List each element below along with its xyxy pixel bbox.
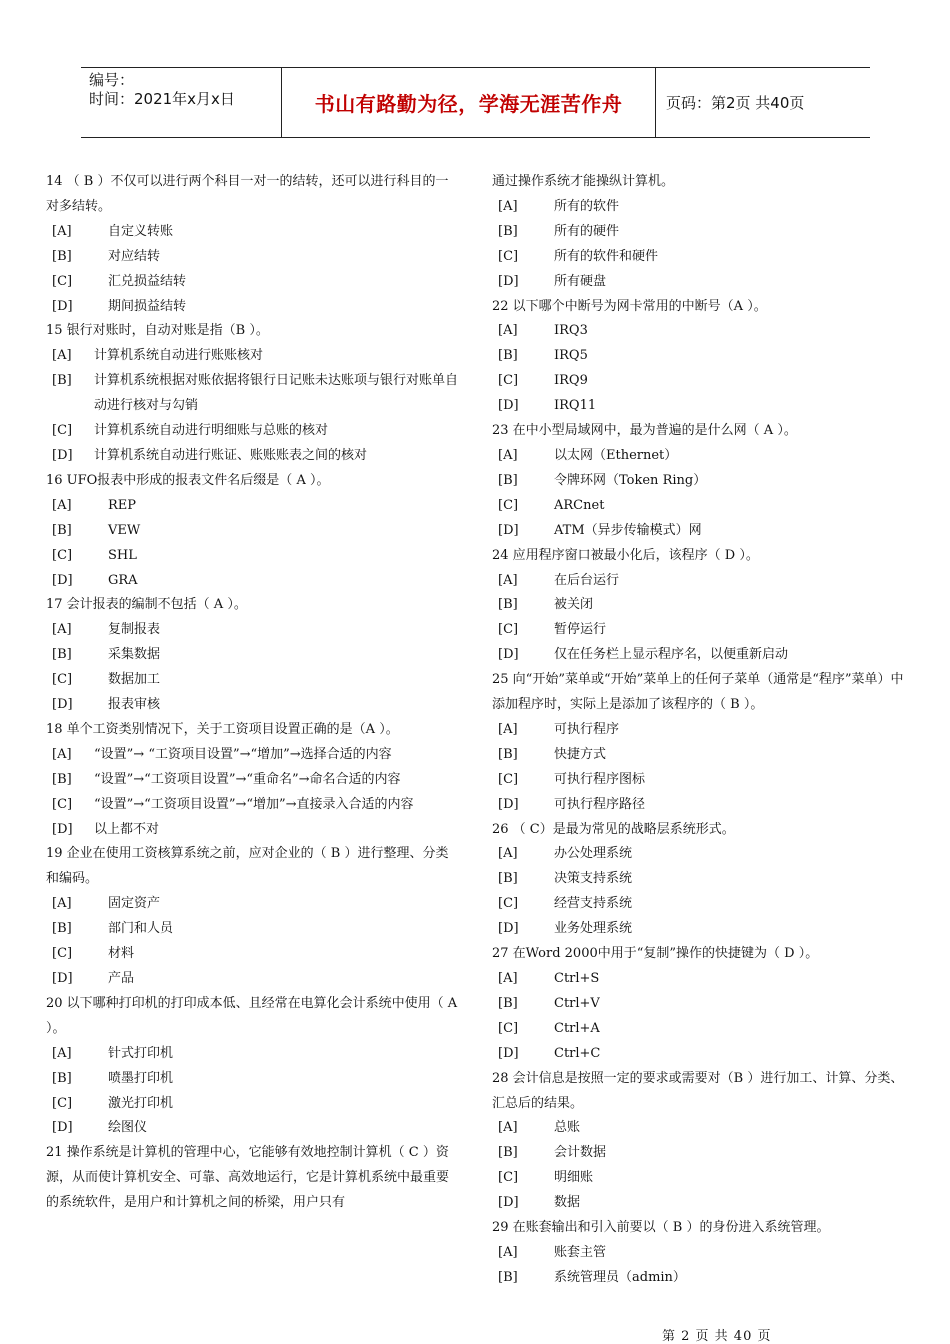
option-text: 以上都不对 <box>94 821 160 837</box>
question-block <box>46 1141 458 1216</box>
option-letter: [B] <box>52 647 72 663</box>
option-text: IRQ3 <box>554 323 588 339</box>
answer-option <box>492 344 912 369</box>
option-letter: [B] <box>498 1145 518 1161</box>
option-text: 计算机系统自动进行账证、账账账表之间的核对 <box>94 447 368 463</box>
question-block <box>492 419 912 544</box>
option-text: 业务处理系统 <box>554 921 633 937</box>
option-text: 以太网（Ethernet） <box>554 447 678 463</box>
option-letter: [A] <box>498 971 518 986</box>
option-text: 系统管理员（admin） <box>554 1269 686 1285</box>
answer-option <box>46 544 458 569</box>
option-letter: [C] <box>52 1095 73 1111</box>
left-column <box>46 170 458 1216</box>
answer-option <box>46 245 458 270</box>
option-text: 绘图仪 <box>108 1120 148 1136</box>
question-text: 20 以下哪种打印机的打印成本低、且经常在电算化会计系统中使用（ A ）。 <box>46 995 458 1036</box>
question-block <box>492 1067 912 1216</box>
option-letter: [A] <box>498 1120 518 1136</box>
option-text: 计算机系统根据对账依据将银行日记账未达账项与银行对账单自动进行核对与勾销 <box>94 373 459 414</box>
question-text: 18 单个工资类别情况下，关于工资项目设置正确的是（A ）。 <box>46 721 399 737</box>
option-text: REP <box>108 497 137 513</box>
option-letter: [C] <box>498 248 519 264</box>
option-letter: [D] <box>498 796 519 812</box>
question-block <box>46 469 458 594</box>
option-letter: [D] <box>498 398 519 414</box>
answer-option <box>492 718 912 743</box>
question-block <box>46 718 458 843</box>
option-letter: [D] <box>498 273 519 289</box>
option-letter: [B] <box>498 746 518 762</box>
answer-option <box>46 892 458 917</box>
answer-option <box>492 917 912 942</box>
answer-option <box>492 319 912 344</box>
option-text: 复制报表 <box>108 622 161 638</box>
answer-option <box>46 1116 458 1141</box>
option-letter: [A] <box>498 721 518 737</box>
option-text: ARCnet <box>554 497 605 513</box>
option-text: 计算机系统自动进行明细账与总账的核对 <box>94 423 329 439</box>
option-letter: [A] <box>52 896 72 912</box>
answer-option <box>492 992 912 1017</box>
option-letter: [D] <box>52 697 73 713</box>
answer-option <box>492 519 912 544</box>
option-letter: [A] <box>52 1045 72 1061</box>
option-letter: [D] <box>52 447 73 463</box>
option-letter: [D] <box>498 1195 519 1211</box>
option-text: 可执行程序图标 <box>554 771 646 787</box>
question-text: 15 银行对账时，自动对账是指（B ）。 <box>46 323 269 339</box>
question-text: 27 在Word 2000中用于“复制”操作的快捷键为（ D ）。 <box>492 946 819 962</box>
option-letter: [D] <box>498 522 519 538</box>
question-block <box>46 170 458 319</box>
question-text: 通过操作系统才能操纵计算机。 <box>492 174 675 189</box>
option-letter: [D] <box>52 298 73 314</box>
option-text: 仅在任务栏上显示程序名，以便重新启动 <box>554 647 789 663</box>
answer-option <box>492 444 912 469</box>
option-letter: [B] <box>498 472 518 488</box>
option-text: 喷墨打印机 <box>108 1070 174 1086</box>
option-letter: [A] <box>498 1244 518 1260</box>
question-block <box>492 942 912 1067</box>
option-letter: [C] <box>498 497 519 513</box>
answer-option <box>492 245 912 270</box>
option-letter: [D] <box>498 647 519 663</box>
answer-option <box>492 1241 912 1266</box>
option-letter: [C] <box>498 373 519 389</box>
question-text: 16 UFO报表中形成的报表文件名后缀是（ A ）。 <box>46 472 330 488</box>
answer-option <box>46 917 458 942</box>
option-letter: [C] <box>52 946 73 962</box>
option-text: 总账 <box>554 1120 581 1136</box>
answer-option <box>492 469 912 494</box>
option-text: 所有硬盘 <box>554 273 607 289</box>
answer-option <box>492 394 912 419</box>
answer-option <box>46 743 458 768</box>
option-letter: [D] <box>498 921 519 937</box>
option-text: Ctrl+C <box>554 1045 601 1061</box>
answer-option <box>492 1166 912 1191</box>
option-text: 激光打印机 <box>108 1095 174 1111</box>
answer-option <box>492 1017 912 1042</box>
header-page-info: 页码：第2页 共40页 <box>666 94 805 112</box>
option-text: 可执行程序路径 <box>554 796 646 812</box>
page-header <box>81 67 870 138</box>
answer-option <box>46 444 458 469</box>
answer-option <box>492 1266 912 1291</box>
answer-option <box>46 220 458 245</box>
option-text: 快捷方式 <box>554 746 607 762</box>
option-letter: [C] <box>498 1020 519 1036</box>
answer-option <box>46 1092 458 1117</box>
option-text: Ctrl+S <box>554 971 600 986</box>
option-letter: [D] <box>52 572 73 588</box>
option-text: VEW <box>108 522 141 538</box>
question-text: 24 应用程序窗口被最小化后，该程序（ D ）。 <box>492 547 759 563</box>
question-text: 29 在账套输出和引入前要以（ B ）的身份进入系统管理。 <box>492 1220 830 1236</box>
question-block <box>492 295 912 420</box>
option-text: 所有的软件 <box>554 198 620 214</box>
question-text: 22 以下哪个中断号为网卡常用的中断号（A ）。 <box>492 298 767 314</box>
option-letter: [A] <box>498 846 518 862</box>
option-text: 部门和人员 <box>108 921 174 937</box>
answer-option <box>46 967 458 992</box>
answer-option <box>492 793 912 818</box>
question-text: 14 （ B ）不仅可以进行两个科目一对一的结转，还可以进行科目的一对多结转。 <box>46 174 449 214</box>
option-text: Ctrl+A <box>554 1020 600 1036</box>
option-letter: [A] <box>52 223 72 239</box>
option-text: 固定资产 <box>108 896 161 912</box>
option-text: 所有的软件和硬件 <box>554 248 659 264</box>
question-block <box>46 842 458 991</box>
answer-option <box>492 1116 912 1141</box>
answer-option <box>46 494 458 519</box>
answer-option <box>46 1067 458 1092</box>
answer-option <box>46 942 458 967</box>
option-text: GRA <box>108 572 138 588</box>
option-letter: [C] <box>498 771 519 787</box>
option-letter: [A] <box>52 746 72 762</box>
option-text: Ctrl+V <box>554 995 600 1011</box>
answer-option <box>492 220 912 245</box>
option-text: 报表审核 <box>108 697 161 713</box>
option-text: 会计数据 <box>554 1145 607 1161</box>
option-letter: [B] <box>52 771 72 787</box>
answer-option <box>46 569 458 594</box>
option-letter: [B] <box>498 223 518 239</box>
option-text: 决策支持系统 <box>554 871 633 887</box>
option-letter: [C] <box>498 622 519 638</box>
question-text: 28 会计信息是按照一定的要求或需要对（B ）进行加工、计算、分类、汇总后的结果。 <box>492 1070 904 1111</box>
answer-option <box>46 419 458 444</box>
option-text: SHL <box>108 547 137 563</box>
option-letter: [C] <box>52 423 73 439</box>
option-letter: [C] <box>52 672 73 688</box>
option-text: 在后台运行 <box>554 572 620 588</box>
answer-option <box>492 768 912 793</box>
answer-option <box>492 643 912 668</box>
option-letter: [A] <box>52 622 72 638</box>
question-block <box>46 992 458 1141</box>
answer-option <box>46 768 458 793</box>
answer-option <box>46 668 458 693</box>
option-letter: [C] <box>498 896 519 912</box>
option-text: 数据加工 <box>108 672 161 688</box>
option-text: 账套主管 <box>554 1244 607 1260</box>
answer-option <box>46 369 458 419</box>
answer-option <box>492 1191 912 1216</box>
answer-option <box>46 295 458 320</box>
option-letter: [C] <box>498 1170 519 1186</box>
page-footer: 第 2 页 共 40 页 <box>662 1329 772 1344</box>
option-text: “设置”→“工资项目设置”→“增加”→直接录入合适的内容 <box>94 796 414 812</box>
question-text: 19 企业在使用工资核算系统之前，应对企业的（ B ）进行整理、分类和编码。 <box>46 846 449 887</box>
option-letter: [B] <box>498 597 518 613</box>
option-text: 采集数据 <box>108 647 161 663</box>
option-letter: [A] <box>498 198 518 214</box>
header-motto: 书山有路勤为径，学海无涯苦作舟 <box>282 68 656 137</box>
answer-option <box>46 270 458 295</box>
option-letter: [B] <box>52 1070 72 1086</box>
question-block <box>492 1216 912 1291</box>
answer-option <box>46 818 458 843</box>
option-text: 可执行程序 <box>554 721 620 737</box>
right-column <box>492 170 912 1291</box>
option-text: 数据 <box>554 1195 581 1211</box>
answer-option <box>492 569 912 594</box>
option-letter: [A] <box>498 447 518 463</box>
answer-option <box>46 519 458 544</box>
option-text: 暂停运行 <box>554 622 607 638</box>
option-letter: [B] <box>498 348 518 364</box>
option-text: IRQ5 <box>554 348 588 364</box>
answer-option <box>492 842 912 867</box>
answer-option <box>46 793 458 818</box>
answer-option <box>492 867 912 892</box>
answer-option <box>492 1141 912 1166</box>
answer-option <box>46 1042 458 1067</box>
option-letter: [D] <box>52 821 73 837</box>
option-letter: [A] <box>52 497 72 513</box>
question-block <box>492 818 912 943</box>
option-text: 对应结转 <box>108 248 161 264</box>
header-meta <box>81 68 282 137</box>
option-letter: [C] <box>52 796 73 812</box>
answer-option <box>46 618 458 643</box>
option-text: 办公处理系统 <box>554 846 633 862</box>
question-block <box>492 170 912 295</box>
option-text: ATM（异步传输模式）网 <box>554 522 702 538</box>
option-text: 针式打印机 <box>108 1045 174 1061</box>
option-text: 自定义转账 <box>108 223 174 239</box>
option-text: 材料 <box>108 946 135 962</box>
answer-option <box>492 369 912 394</box>
option-text: 期间损益结转 <box>108 298 187 314</box>
answer-option <box>492 593 912 618</box>
question-text: 26 （ C）是最为常见的战略层系统形式。 <box>492 821 735 837</box>
answer-option <box>46 643 458 668</box>
option-letter: [A] <box>52 348 72 364</box>
question-block <box>46 319 458 468</box>
answer-option <box>492 967 912 992</box>
option-letter: [C] <box>52 547 73 563</box>
document-date: 时间：2021年x月x日 <box>89 90 235 108</box>
answer-option <box>46 344 458 369</box>
option-letter: [B] <box>52 248 72 264</box>
option-text: “设置”→“工资项目设置”→“重命名”→命名合适的内容 <box>94 771 401 787</box>
question-text: 21 操作系统是计算机的管理中心，它能够有效地控制计算机（ C ）资源，从而使计算机安全、可靠、高效地运行，它是计算机系统中最重要的系统软件，是用户和计算机之间的桥梁，用户只有 <box>46 1145 450 1211</box>
option-letter: [D] <box>52 1120 73 1136</box>
answer-option <box>492 743 912 768</box>
question-text: 23 在中小型局域网中，最为普遍的是什么网（ A ）。 <box>492 423 797 439</box>
answer-option <box>492 892 912 917</box>
option-letter: [B] <box>52 373 72 389</box>
option-text: 计算机系统自动进行账账核对 <box>94 348 264 364</box>
option-letter: [A] <box>498 323 518 339</box>
answer-option <box>492 1042 912 1067</box>
option-letter: [B] <box>52 522 72 538</box>
question-text: 25 向“开始”菜单或“开始”菜单上的任何子菜单（通常是“程序”菜单）中添加程序时，实际上是添加了该程序的（ B ）。 <box>492 672 904 713</box>
question-text: 17 会计报表的编制不包括（ A ）。 <box>46 597 247 613</box>
answer-option <box>492 195 912 220</box>
option-text: 令牌环网（Token Ring） <box>554 472 707 488</box>
option-letter: [D] <box>498 1045 519 1061</box>
option-letter: [D] <box>52 971 73 986</box>
answer-option <box>492 618 912 643</box>
answer-option <box>492 270 912 295</box>
question-block <box>492 544 912 669</box>
option-letter: [B] <box>498 871 518 887</box>
option-letter: [B] <box>498 1269 518 1285</box>
document-number-label: 编号： <box>89 71 135 89</box>
option-letter: [A] <box>498 572 518 588</box>
option-text: IRQ9 <box>554 373 588 389</box>
option-text: 产品 <box>108 971 135 986</box>
question-block <box>492 668 912 817</box>
option-text: 明细账 <box>554 1170 594 1186</box>
answer-option <box>46 693 458 718</box>
question-block <box>46 593 458 718</box>
option-letter: [B] <box>498 995 518 1011</box>
option-text: 被关闭 <box>554 597 594 613</box>
option-letter: [B] <box>52 921 72 937</box>
option-text: 所有的硬件 <box>554 223 620 239</box>
answer-option <box>492 494 912 519</box>
option-text: 汇兑损益结转 <box>108 273 187 289</box>
option-text: IRQ11 <box>554 398 597 414</box>
option-letter: [C] <box>52 273 73 289</box>
option-text: “设置”→ “工资项目设置”→“增加”→选择合适的内容 <box>94 746 392 762</box>
option-text: 经营支持系统 <box>554 896 633 912</box>
